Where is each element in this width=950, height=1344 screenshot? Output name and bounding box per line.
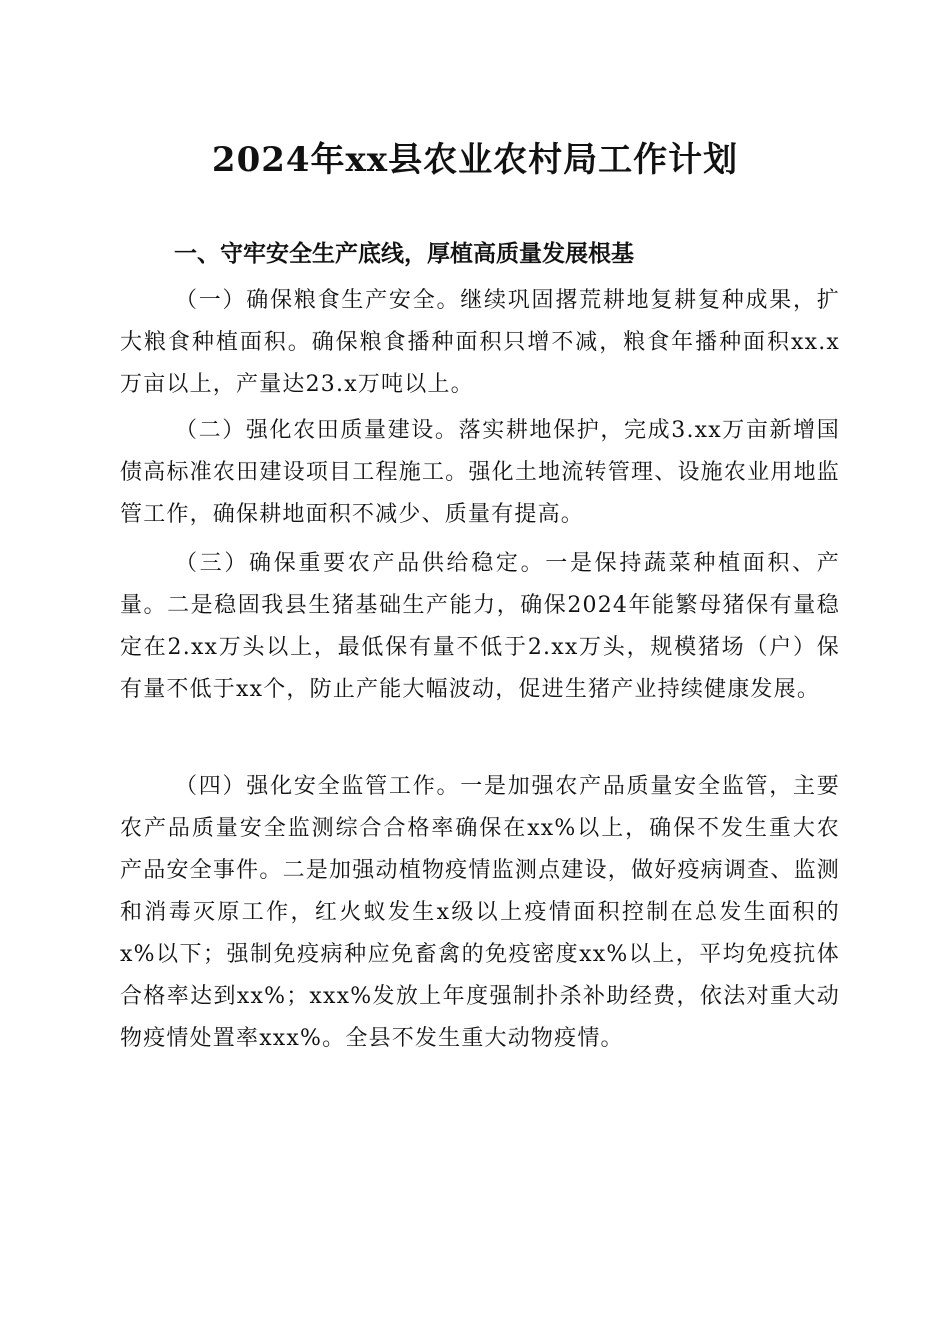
paragraph-farmland-quality bbox=[120, 410, 840, 536]
paragraph-body: 继续巩固撂荒耕地复耕复种成果，扩大粮食种植面积。确保粮食播种面积只增不减，粮食年播种面积xx.x万亩以上，产量达23.x万吨以上。 bbox=[120, 288, 841, 397]
section-heading: 一、守牢安全生产底线，厚植高质量发展根基 bbox=[174, 241, 634, 267]
paragraph-lead: （二）强化农田质量建设。 bbox=[175, 418, 459, 443]
paragraph-body: 一是加强农产品质量安全监管，主要农产品质量安全监测综合合格率确保在xx%以上，确保不发生重大农产品安全事件。二是加强动植物疫情监测点建设，做好疫病调查、监测和消毒灭原工作，红火蚁发生x级以上疫情面积控制在总发生面积的x%以下；强制免疫病种应免畜禽的免疫密度xx%以上，平均免疫抗体合格率达到xx%；xxx%发放上年度强制扑杀补助经费，依法对重大动物疫情处置率xxx%。全县不发生重大动物疫情。 bbox=[120, 774, 841, 1051]
document-title: 2024年xx县农业农村局工作计划 bbox=[211, 140, 739, 180]
paragraph-lead: （四）强化安全监管工作。 bbox=[175, 774, 461, 799]
paragraph-body: 落实耕地保护，完成3.xx万亩新增国债高标准农田建设项目工程施工。强化土地流转管理、设施农业用地监管工作，确保耕地面积不减少、质量有提高。 bbox=[120, 418, 841, 527]
paragraph-product-supply bbox=[120, 543, 840, 711]
paragraph-lead: （三）确保重要农产品供给稳定。 bbox=[175, 551, 546, 576]
paragraph-lead: （一）确保粮食生产安全。 bbox=[175, 288, 461, 313]
paragraph-grain-security bbox=[120, 280, 840, 406]
paragraph-body: 一是保持蔬菜种植面积、产量。二是稳固我县生猪基础生产能力，确保2024年能繁母猪保有量稳定在2.xx万头以上，最低保有量不低于2.xx万头，规模猪场（户）保有量不低于xx个，防止产能大幅波动，促进生猪产业持续健康发展。 bbox=[120, 551, 840, 702]
paragraph-safety-supervision bbox=[120, 766, 840, 1060]
